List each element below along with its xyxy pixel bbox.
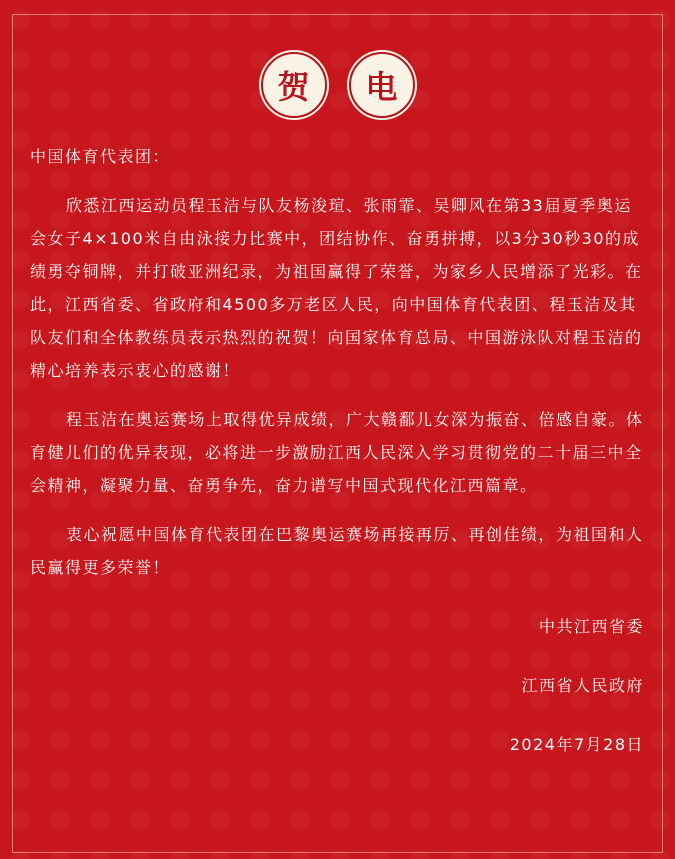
page-title	[0, 52, 675, 118]
paragraph-1: 欣悉江西运动员程玉洁与队友杨浚瑄、张雨霏、吴卿风在第33届夏季奥运会女子4×100米自由泳接力比赛中，团结协作、奋勇拼搏，以3分30秒30的成绩勇夺铜牌，并打破亚洲纪录，为祖国赢得了荣誉，为家乡人民增添了光彩。在此，江西省委、省政府和4500多万老区人民，向中国体育代表团、程玉洁及其队友们和全体教练员表示热烈的祝贺！向国家体育总局、中国游泳队对程玉洁的精心培养表示衷心的感谢！	[30, 196, 643, 380]
signature-party-committee: 中共江西省委	[538, 617, 644, 636]
paragraph-3: 衷心祝愿中国体育代表团在巴黎奥运赛场再接再厉、再创佳绩，为祖国和人民赢得更多荣誉！	[30, 525, 644, 577]
letter-body	[30, 140, 646, 761]
signature-government: 江西省人民政府	[521, 676, 644, 695]
title-char-he: 贺	[261, 52, 327, 118]
salutation: 中国体育代表团：	[30, 147, 171, 166]
signature-date: 2024年7月28日	[509, 735, 644, 754]
paragraph-2: 程玉洁在奥运赛场上取得优异成绩，广大赣鄱儿女深为振奋、倍感自豪。体育健儿们的优异表现，必将进一步激励江西人民深入学习贯彻党的二十届三中全会精神，凝聚力量、奋勇争先，奋力谱写中国式现代化江西篇章。	[30, 410, 644, 495]
title-char-dian: 电	[349, 52, 415, 118]
